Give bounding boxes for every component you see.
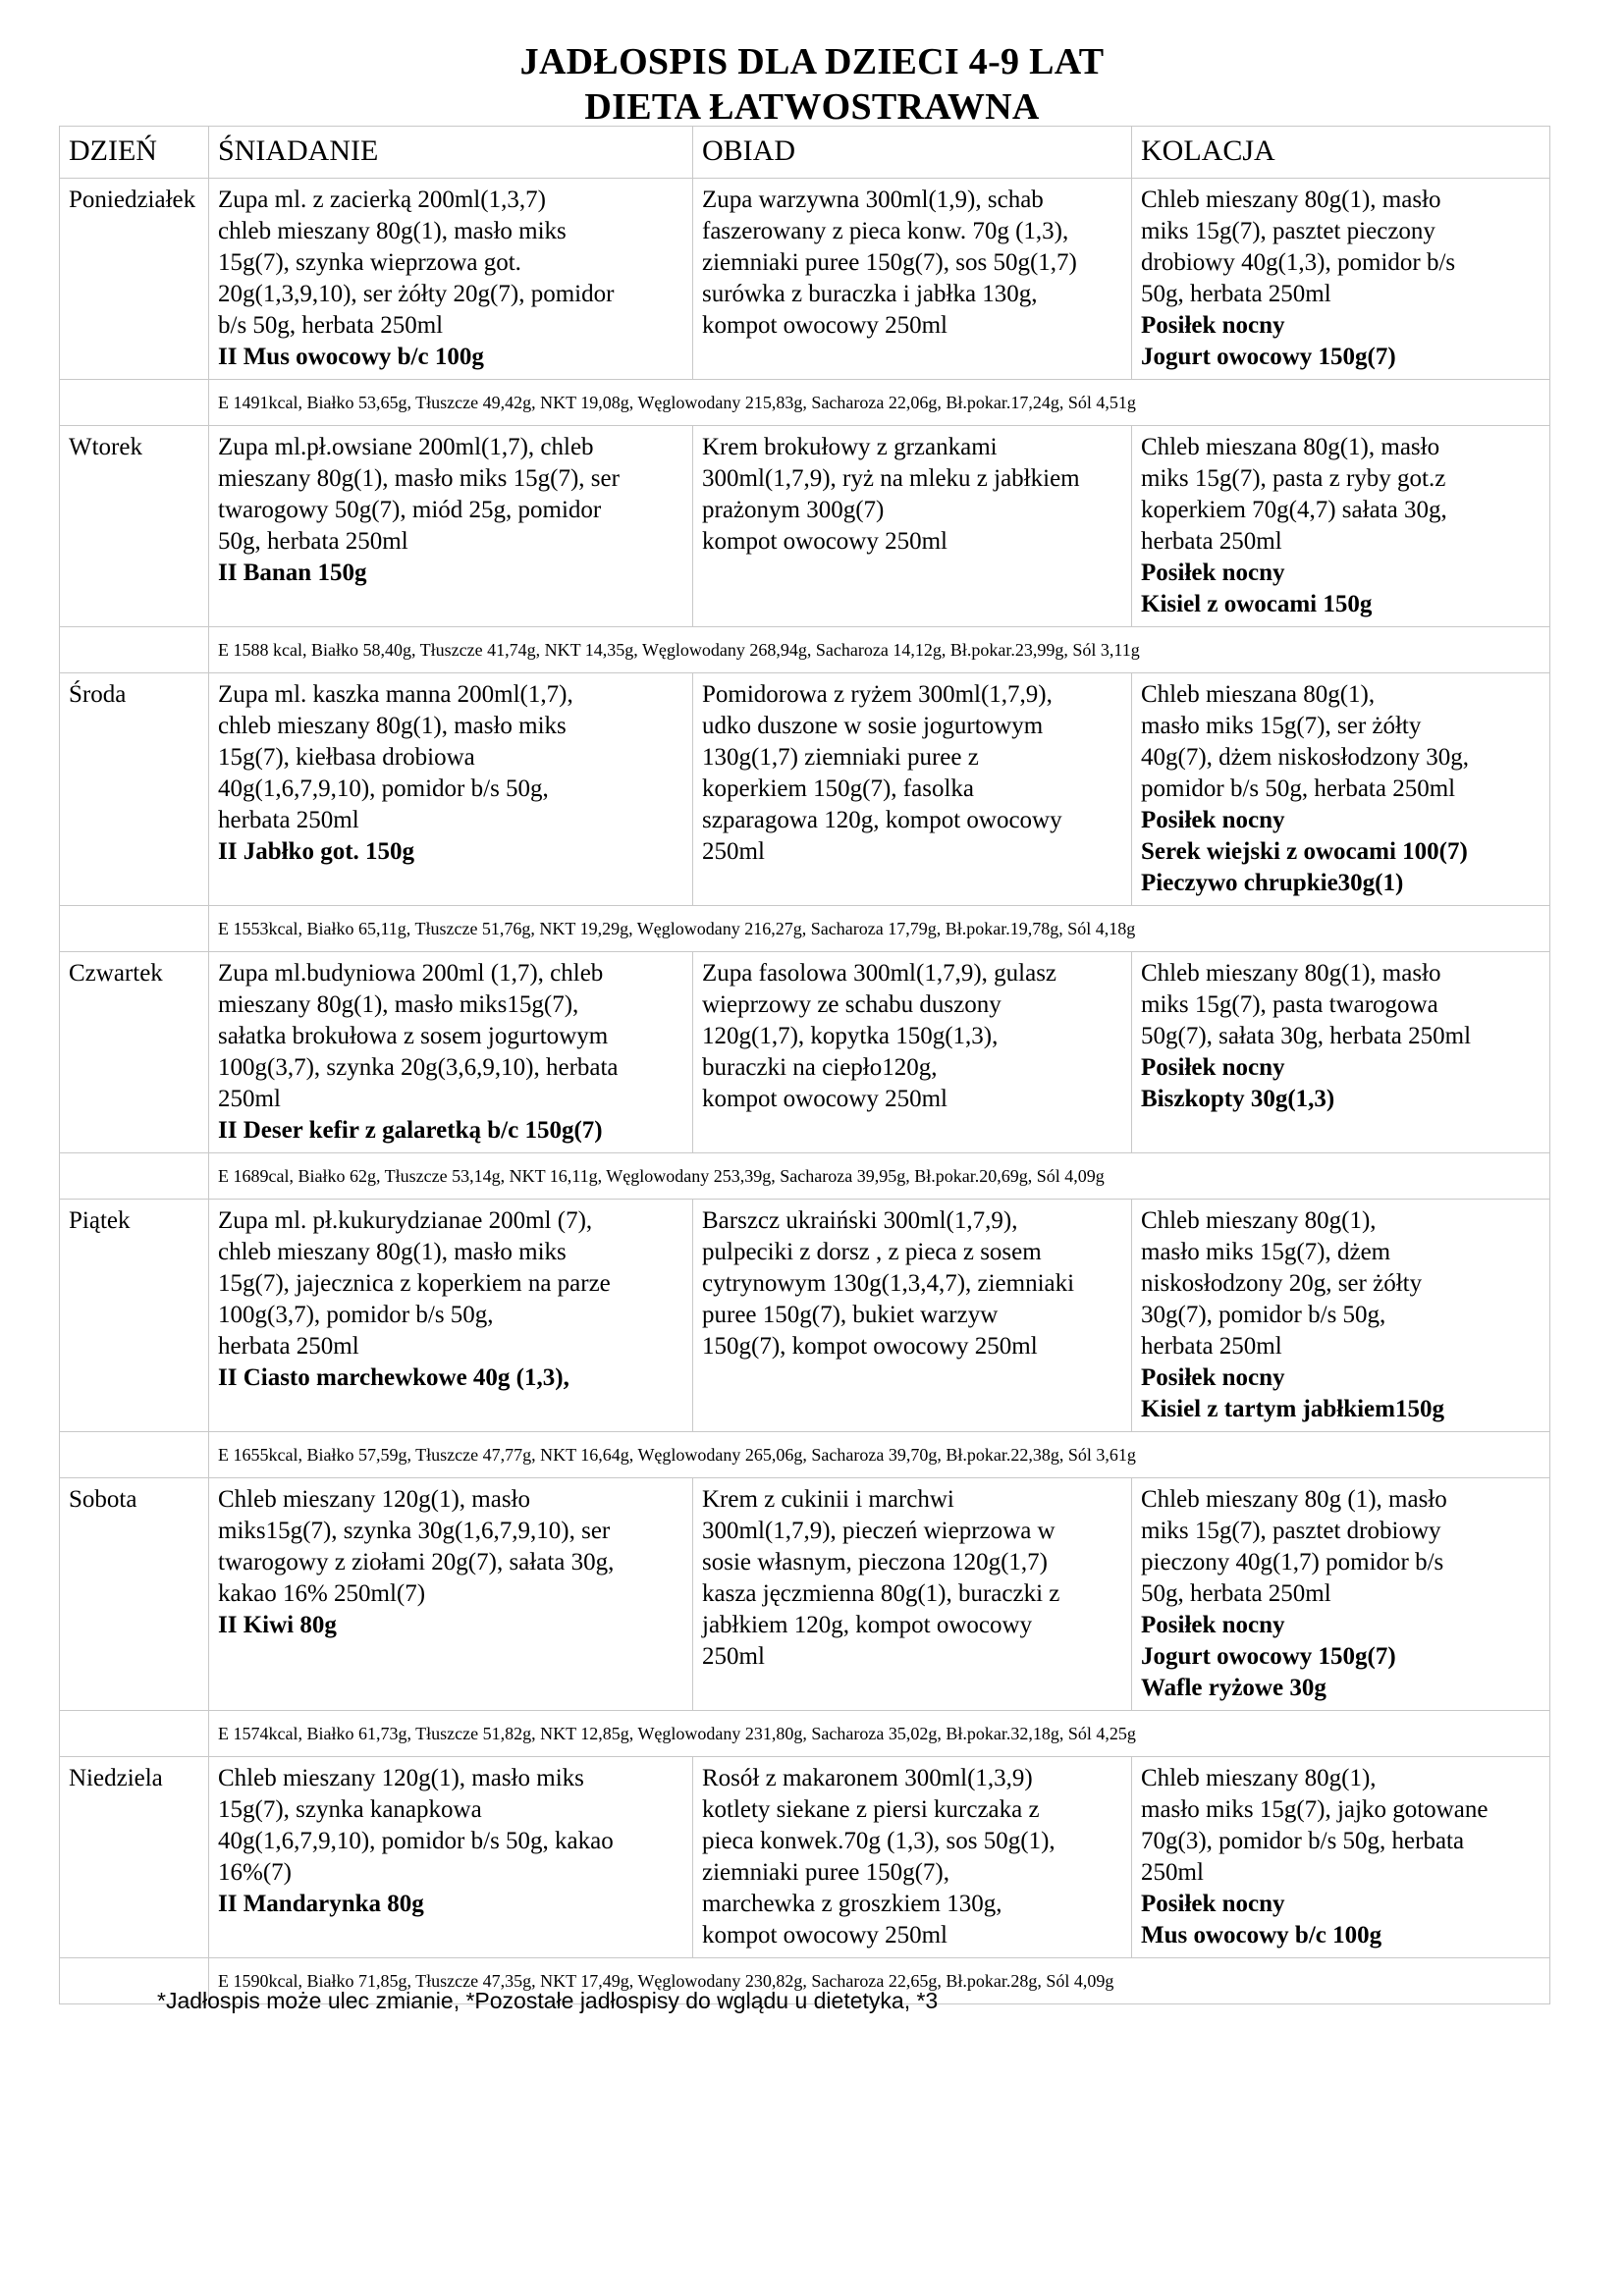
- breakfast-line: chleb mieszany 80g(1), masło miks: [218, 218, 567, 244]
- menu-body: [60, 179, 1550, 2004]
- lunch-line: surówka z buraczka i jabłka 130g,: [702, 281, 1038, 307]
- lunch-line: 130g(1,7) ziemniaki puree z: [702, 744, 979, 771]
- nutrition-summary: E 1689cal, Białko 62g, Tłuszcze 53,14g, NKT 16,11g, Węglowodany 253,39g, Sacharoza 39,95g, Bł.pokar.20,69g, Sól 4,09g: [209, 1153, 1550, 1200]
- day-row: [60, 1200, 1550, 1432]
- dinner-line: pieczony 40g(1,7) pomidor b/s: [1141, 1549, 1444, 1575]
- breakfast-line: chleb mieszany 80g(1), masło miks: [218, 1239, 567, 1265]
- dinner-line: Posiłek nocny: [1141, 560, 1285, 586]
- lunch-line: kompot owocowy 250ml: [702, 312, 947, 339]
- dinner-line: koperkiem 70g(4,7) sałata 30g,: [1141, 497, 1447, 523]
- dinner-line: Chleb mieszana 80g(1),: [1141, 681, 1376, 708]
- breakfast-line: II Banan 150g: [218, 560, 367, 586]
- breakfast-line: Zupa ml.budyniowa 200ml (1,7), chleb: [218, 960, 604, 987]
- header-dinner: KOLACJA: [1132, 127, 1550, 179]
- lunch-line: buraczki na ciepło120g,: [702, 1054, 938, 1081]
- dinner-line: 30g(7), pomidor b/s 50g,: [1141, 1302, 1386, 1328]
- lunch-line: kasza jęczmienna 80g(1), buraczki z: [702, 1580, 1060, 1607]
- breakfast-cell: [209, 426, 693, 627]
- breakfast-cell: [209, 673, 693, 906]
- dinner-cell: [1132, 426, 1550, 627]
- lunch-cell: [693, 952, 1132, 1153]
- breakfast-line: Chleb mieszany 120g(1), masło: [218, 1486, 530, 1513]
- dinner-line: 50g(7), sałata 30g, herbata 250ml: [1141, 1023, 1472, 1049]
- lunch-line: prażonym 300g(7): [702, 497, 885, 523]
- breakfast-cell: [209, 952, 693, 1153]
- lunch-cell: [693, 1757, 1132, 1958]
- lunch-line: kompot owocowy 250ml: [702, 1086, 947, 1112]
- nutrition-spacer: [60, 1711, 209, 1757]
- day-name: Poniedziałek: [60, 179, 209, 380]
- dinner-line: 50g, herbata 250ml: [1141, 1580, 1331, 1607]
- header-day: DZIEŃ: [60, 127, 209, 179]
- nutrition-row: [60, 1432, 1550, 1478]
- dinner-line: miks 15g(7), pasta z ryby got.z: [1141, 465, 1446, 492]
- dinner-cell: [1132, 1478, 1550, 1711]
- dinner-cell: [1132, 1757, 1550, 1958]
- lunch-line: 120g(1,7), kopytka 150g(1,3),: [702, 1023, 999, 1049]
- dinner-line: Posiłek nocny: [1141, 1054, 1285, 1081]
- breakfast-cell: [209, 1478, 693, 1711]
- dinner-line: Wafle ryżowe 30g: [1141, 1675, 1326, 1701]
- title-block: [0, 39, 1624, 130]
- breakfast-cell: [209, 1757, 693, 1958]
- breakfast-line: mieszany 80g(1), masło miks15g(7),: [218, 991, 579, 1018]
- lunch-line: kompot owocowy 250ml: [702, 528, 947, 555]
- lunch-line: Krem z cukinii i marchwi: [702, 1486, 954, 1513]
- breakfast-line: 250ml: [218, 1086, 281, 1112]
- day-row: [60, 426, 1550, 627]
- dinner-line: Chleb mieszany 80g(1),: [1141, 1765, 1377, 1791]
- breakfast-line: kakao 16% 250ml(7): [218, 1580, 426, 1607]
- dinner-line: 50g, herbata 250ml: [1141, 281, 1331, 307]
- header-row: [60, 127, 1550, 179]
- nutrition-row: [60, 627, 1550, 673]
- breakfast-line: twarogowy z ziołami 20g(7), sałata 30g,: [218, 1549, 615, 1575]
- dinner-cell: [1132, 1200, 1550, 1432]
- dinner-line: 70g(3), pomidor b/s 50g, herbata: [1141, 1828, 1465, 1854]
- lunch-line: jabłkiem 120g, kompot owocowy: [702, 1612, 1033, 1638]
- breakfast-line: 15g(7), szynka wieprzowa got.: [218, 249, 521, 276]
- dinner-line: 250ml: [1141, 1859, 1204, 1886]
- breakfast-line: Zupa ml. pł.kukurydzianae 200ml (7),: [218, 1207, 593, 1234]
- dinner-line: Posiłek nocny: [1141, 1364, 1285, 1391]
- footnote: *Jadłospis może ulec zmianie, *Pozostałe jadłospisy do wglądu u dietetyka, *3: [157, 1988, 939, 2013]
- breakfast-line: Zupa ml. kaszka manna 200ml(1,7),: [218, 681, 573, 708]
- dinner-line: Kisiel z owocami 150g: [1141, 591, 1373, 617]
- day-name: Niedziela: [60, 1757, 209, 1958]
- breakfast-line: 50g, herbata 250ml: [218, 528, 408, 555]
- dinner-line: miks 15g(7), pasta twarogowa: [1141, 991, 1438, 1018]
- breakfast-line: 100g(3,7), pomidor b/s 50g,: [218, 1302, 494, 1328]
- dinner-line: pomidor b/s 50g, herbata 250ml: [1141, 775, 1456, 802]
- dinner-line: niskosłodzony 20g, ser żółty: [1141, 1270, 1423, 1297]
- lunch-cell: [693, 673, 1132, 906]
- dinner-line: miks 15g(7), pasztet drobiowy: [1141, 1518, 1441, 1544]
- dinner-line: drobiowy 40g(1,3), pomidor b/s: [1141, 249, 1456, 276]
- breakfast-line: Zupa ml. z zacierką 200ml(1,3,7): [218, 187, 546, 213]
- breakfast-line: II Kiwi 80g: [218, 1612, 337, 1638]
- breakfast-line: II Mandarynka 80g: [218, 1891, 424, 1917]
- lunch-line: Pomidorowa z ryżem 300ml(1,7,9),: [702, 681, 1053, 708]
- lunch-line: kompot owocowy 250ml: [702, 1922, 947, 1949]
- dinner-line: masło miks 15g(7), dżem: [1141, 1239, 1391, 1265]
- header-breakfast: ŚNIADANIE: [209, 127, 693, 179]
- dinner-line: herbata 250ml: [1141, 1333, 1282, 1360]
- breakfast-line: 20g(1,3,9,10), ser żółty 20g(7), pomidor: [218, 281, 615, 307]
- lunch-line: Zupa fasolowa 300ml(1,7,9), gulasz: [702, 960, 1057, 987]
- dinner-line: Biszkopty 30g(1,3): [1141, 1086, 1335, 1112]
- lunch-line: wieprzowy ze schabu duszony: [702, 991, 1001, 1018]
- nutrition-summary: E 1553kcal, Białko 65,11g, Tłuszcze 51,76g, NKT 19,29g, Węglowodany 216,27g, Sacharoza 17,79g, Bł.pokar.19,78g, Sól 4,18g: [209, 906, 1550, 952]
- dinner-line: masło miks 15g(7), ser żółty: [1141, 713, 1422, 739]
- day-row: [60, 179, 1550, 380]
- lunch-line: marchewka z groszkiem 130g,: [702, 1891, 1002, 1917]
- nutrition-summary: E 1655kcal, Białko 57,59g, Tłuszcze 47,77g, NKT 16,64g, Węglowodany 265,06g, Sacharoza 39,70g, Bł.pokar.22,38g, Sól 3,61g: [209, 1432, 1550, 1478]
- lunch-line: ziemniaki puree 150g(7), sos 50g(1,7): [702, 249, 1077, 276]
- nutrition-summary: E 1491kcal, Białko 53,65g, Tłuszcze 49,42g, NKT 19,08g, Węglowodany 215,83g, Sacharoza 22,06g, Bł.pokar.17,24g, Sól 4,51g: [209, 380, 1550, 426]
- breakfast-line: II Jabłko got. 150g: [218, 838, 415, 865]
- dinner-cell: [1132, 179, 1550, 380]
- lunch-line: 150g(7), kompot owocowy 250ml: [702, 1333, 1038, 1360]
- breakfast-line: mieszany 80g(1), masło miks 15g(7), ser: [218, 465, 620, 492]
- lunch-line: puree 150g(7), bukiet warzyw: [702, 1302, 999, 1328]
- nutrition-spacer: [60, 627, 209, 673]
- lunch-line: szparagowa 120g, kompot owocowy: [702, 807, 1062, 833]
- lunch-line: 250ml: [702, 838, 765, 865]
- dinner-line: Chleb mieszana 80g(1), masło: [1141, 434, 1440, 460]
- lunch-line: Krem brokułowy z grzankami: [702, 434, 998, 460]
- lunch-line: Rosół z makaronem 300ml(1,3,9): [702, 1765, 1033, 1791]
- dinner-line: miks 15g(7), pasztet pieczony: [1141, 218, 1435, 244]
- lunch-line: pulpeciki z dorsz , z pieca z sosem: [702, 1239, 1042, 1265]
- breakfast-line: II Deser kefir z galaretką b/c 150g(7): [218, 1117, 603, 1144]
- lunch-line: ziemniaki puree 150g(7),: [702, 1859, 949, 1886]
- nutrition-row: [60, 1153, 1550, 1200]
- breakfast-line: chleb mieszany 80g(1), masło miks: [218, 713, 567, 739]
- nutrition-row: [60, 380, 1550, 426]
- day-row: [60, 1478, 1550, 1711]
- breakfast-line: 100g(3,7), szynka 20g(3,6,9,10), herbata: [218, 1054, 619, 1081]
- dinner-line: Chleb mieszany 80g(1), masło: [1141, 960, 1441, 987]
- menu-table: [59, 126, 1550, 2004]
- breakfast-cell: [209, 1200, 693, 1432]
- breakfast-line: 15g(7), kiełbasa drobiowa: [218, 744, 475, 771]
- breakfast-line: 40g(1,6,7,9,10), pomidor b/s 50g, kakao: [218, 1828, 614, 1854]
- lunch-line: faszerowany z pieca konw. 70g (1,3),: [702, 218, 1069, 244]
- dinner-line: Serek wiejski z owocami 100(7): [1141, 838, 1468, 865]
- breakfast-line: b/s 50g, herbata 250ml: [218, 312, 444, 339]
- day-row: [60, 673, 1550, 906]
- day-row: [60, 952, 1550, 1153]
- dinner-line: Pieczywo chrupkie30g(1): [1141, 870, 1404, 896]
- dinner-cell: [1132, 673, 1550, 906]
- day-name: Środa: [60, 673, 209, 906]
- dinner-line: Chleb mieszany 80g(1), masło: [1141, 187, 1441, 213]
- nutrition-spacer: [60, 1432, 209, 1478]
- lunch-line: 250ml: [702, 1643, 765, 1670]
- title-line-2: DIETA ŁATWOSTRAWNA: [584, 86, 1040, 128]
- dinner-line: Kisiel z tartym jabłkiem150g: [1141, 1396, 1444, 1422]
- lunch-line: 300ml(1,7,9), pieczeń wieprzowa w: [702, 1518, 1056, 1544]
- nutrition-spacer: [60, 1153, 209, 1200]
- nutrition-spacer: [60, 906, 209, 952]
- nutrition-row: [60, 1711, 1550, 1757]
- breakfast-cell: [209, 179, 693, 380]
- lunch-line: cytrynowym 130g(1,3,4,7), ziemniaki: [702, 1270, 1075, 1297]
- lunch-line: Barszcz ukraiński 300ml(1,7,9),: [702, 1207, 1018, 1234]
- day-name: Sobota: [60, 1478, 209, 1711]
- dinner-line: masło miks 15g(7), jajko gotowane: [1141, 1796, 1489, 1823]
- nutrition-summary: E 1590kcal, Białko 71,85g, Tłuszcze 47,35g, NKT 17,49g, Węglowodany 230,82g, Sacharoza 22,65g, Bł.pokar.28g, Sól 4,09g: [209, 1958, 1550, 2004]
- day-row: [60, 1757, 1550, 1958]
- breakfast-line: Chleb mieszany 120g(1), masło miks: [218, 1765, 584, 1791]
- breakfast-line: herbata 250ml: [218, 807, 359, 833]
- lunch-line: Zupa warzywna 300ml(1,9), schab: [702, 187, 1044, 213]
- lunch-line: udko duszone w sosie jogurtowym: [702, 713, 1044, 739]
- breakfast-line: miks15g(7), szynka 30g(1,6,7,9,10), ser: [218, 1518, 611, 1544]
- nutrition-summary: E 1588 kcal, Białko 58,40g, Tłuszcze 41,74g, NKT 14,35g, Węglowodany 268,94g, Sacharoza 14,12g, Bł.pokar.23,99g, Sól 3,11g: [209, 627, 1550, 673]
- day-name: Wtorek: [60, 426, 209, 627]
- lunch-line: 300ml(1,7,9), ryż na mleku z jabłkiem: [702, 465, 1080, 492]
- dinner-line: Posiłek nocny: [1141, 1612, 1285, 1638]
- breakfast-line: II Mus owocowy b/c 100g: [218, 344, 484, 370]
- dinner-line: Jogurt owocowy 150g(7): [1141, 1643, 1396, 1670]
- lunch-cell: [693, 1200, 1132, 1432]
- breakfast-line: 16%(7): [218, 1859, 292, 1886]
- breakfast-line: twarogowy 50g(7), miód 25g, pomidor: [218, 497, 602, 523]
- breakfast-line: 15g(7), szynka kanapkowa: [218, 1796, 482, 1823]
- dinner-line: Posiłek nocny: [1141, 807, 1285, 833]
- dinner-cell: [1132, 952, 1550, 1153]
- dinner-line: Jogurt owocowy 150g(7): [1141, 344, 1396, 370]
- dinner-line: 40g(7), dżem niskosłodzony 30g,: [1141, 744, 1469, 771]
- lunch-cell: [693, 1478, 1132, 1711]
- lunch-line: sosie własnym, pieczona 120g(1,7): [702, 1549, 1049, 1575]
- dinner-line: Posiłek nocny: [1141, 1891, 1285, 1917]
- lunch-cell: [693, 426, 1132, 627]
- nutrition-spacer: [60, 380, 209, 426]
- breakfast-line: herbata 250ml: [218, 1333, 359, 1360]
- day-name: Czwartek: [60, 952, 209, 1153]
- dinner-line: Mus owocowy b/c 100g: [1141, 1922, 1382, 1949]
- day-name: Piątek: [60, 1200, 209, 1432]
- header-lunch: OBIAD: [693, 127, 1132, 179]
- nutrition-row: [60, 906, 1550, 952]
- lunch-line: koperkiem 150g(7), fasolka: [702, 775, 975, 802]
- lunch-line: kotlety siekane z piersi kurczaka z: [702, 1796, 1040, 1823]
- dinner-line: Posiłek nocny: [1141, 312, 1285, 339]
- breakfast-line: 15g(7), jajecznica z koperkiem na parze: [218, 1270, 611, 1297]
- breakfast-line: Zupa ml.pł.owsiane 200ml(1,7), chleb: [218, 434, 594, 460]
- dinner-line: herbata 250ml: [1141, 528, 1282, 555]
- nutrition-summary: E 1574kcal, Białko 61,73g, Tłuszcze 51,82g, NKT 12,85g, Węglowodany 231,80g, Sacharoza 35,02g, Bł.pokar.32,18g, Sól 4,25g: [209, 1711, 1550, 1757]
- breakfast-line: 40g(1,6,7,9,10), pomidor b/s 50g,: [218, 775, 549, 802]
- dinner-line: Chleb mieszany 80g(1),: [1141, 1207, 1377, 1234]
- lunch-line: pieca konwek.70g (1,3), sos 50g(1),: [702, 1828, 1056, 1854]
- breakfast-line: II Ciasto marchewkowe 40g (1,3),: [218, 1364, 569, 1391]
- dinner-line: Chleb mieszany 80g (1), masło: [1141, 1486, 1447, 1513]
- lunch-cell: [693, 179, 1132, 380]
- breakfast-line: sałatka brokułowa z sosem jogurtowym: [218, 1023, 609, 1049]
- title-line-1: JADŁOSPIS DLA DZIECI 4-9 LAT: [519, 41, 1105, 82]
